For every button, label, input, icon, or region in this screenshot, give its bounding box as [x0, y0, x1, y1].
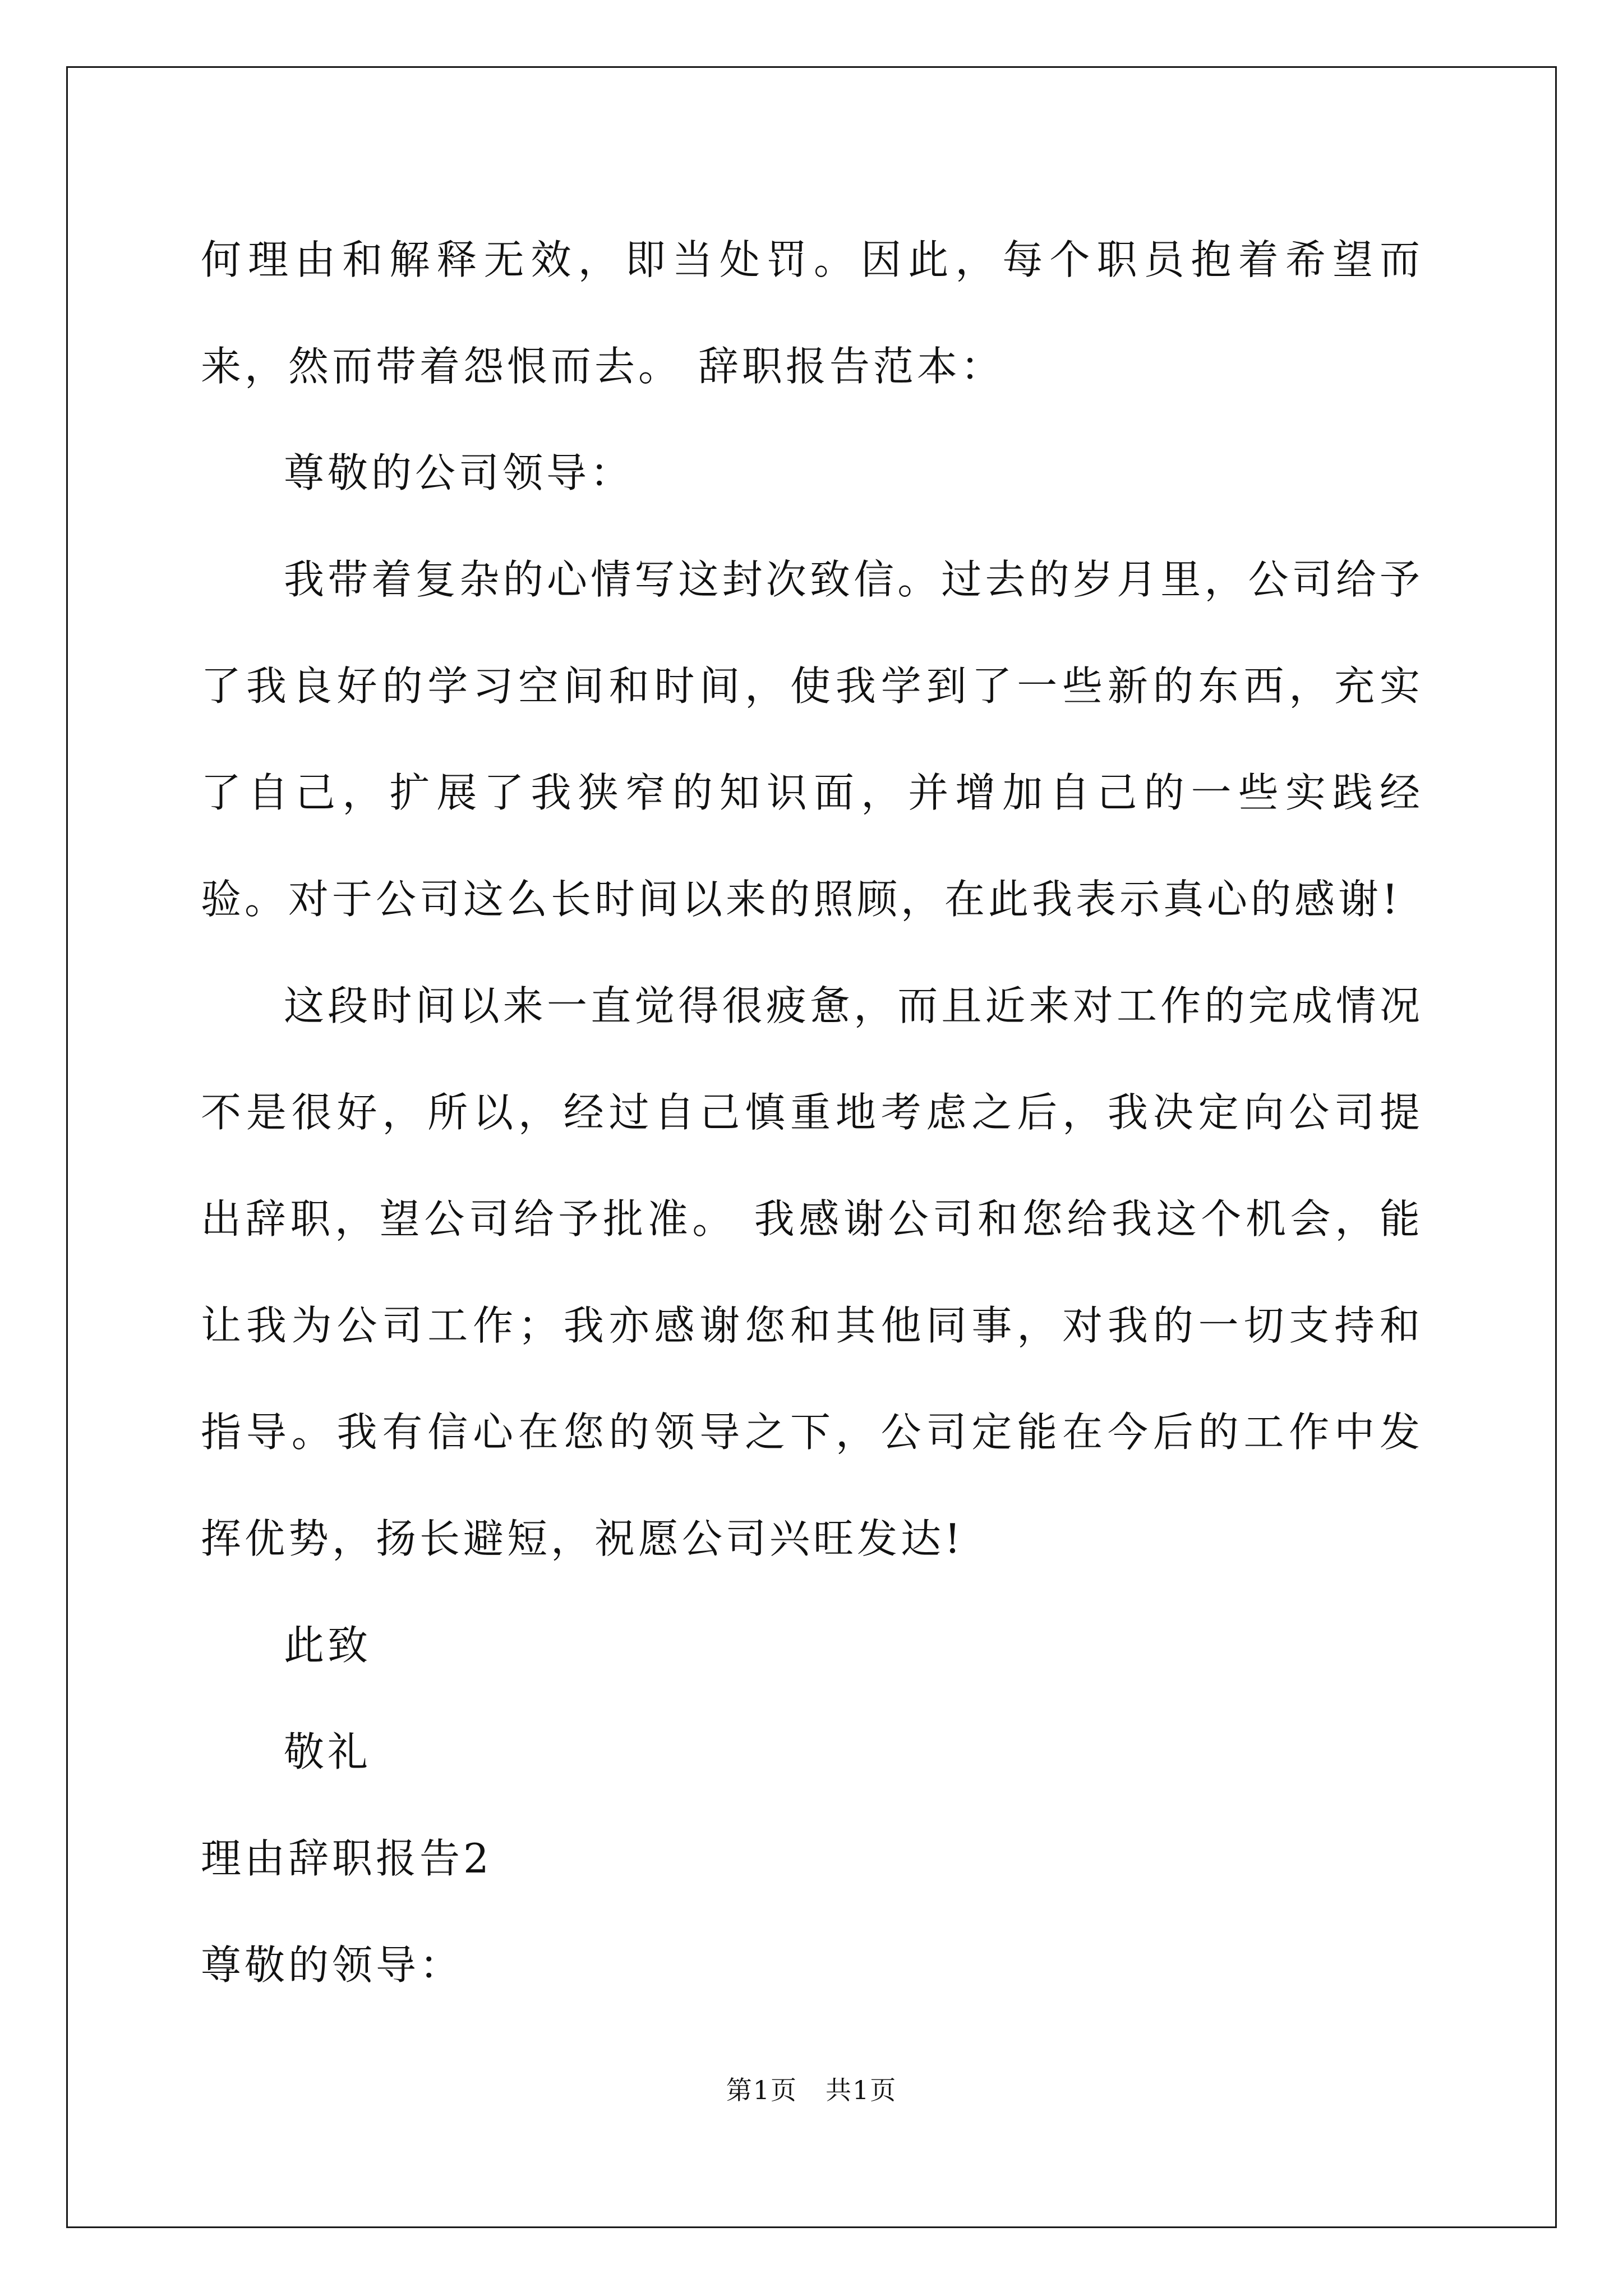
paragraph-resignation: 这段时间以来一直觉得很疲惫，而且近来对工作的完成情况不是很好，所以，经过自己慎重地考虑之后，我决定向公司提出辞职，望公司给予批准。 我感谢公司和您给我这个机会，能让我为公司工作；我亦感谢您和其他同事，对我的一切支持和指导。我有信心在您的领导之下，公司定能在今后的工作中发挥优势，扬长避短，祝愿公司兴旺发达! [201, 982, 1423, 1562]
section-heading: 理由辞职报告2 [201, 1835, 492, 1882]
page-total: 共1页 [826, 2075, 897, 2105]
salutation-leader: 尊敬的领导： [201, 1941, 464, 1989]
closing-cizhi: 此致 [284, 1622, 372, 1669]
paragraph-gratitude: 我带着复杂的心情写这封次致信。过去的岁月里，公司给予了我良好的学习空间和时间，使我学到了一些新的东西，充实了自己，扩展了我狭窄的知识面，并增加自己的一些实践经验。对于公司这么长时间以来的照顾，在此我表示真心的感谢! [201, 556, 1423, 923]
page-number: 第1页 [726, 2075, 797, 2105]
paragraph-continuation: 何理由和解释无效，即当处罚。因此，每个职员抱着希望而来，然而带着怨恨而去。 辞职报告范本： [201, 236, 1423, 390]
salutation-company: 尊敬的公司领导： [284, 449, 634, 496]
closing-jingli: 敬礼 [284, 1728, 372, 1775]
page-footer [0, 2070, 1623, 2107]
document-body [201, 206, 1423, 2018]
